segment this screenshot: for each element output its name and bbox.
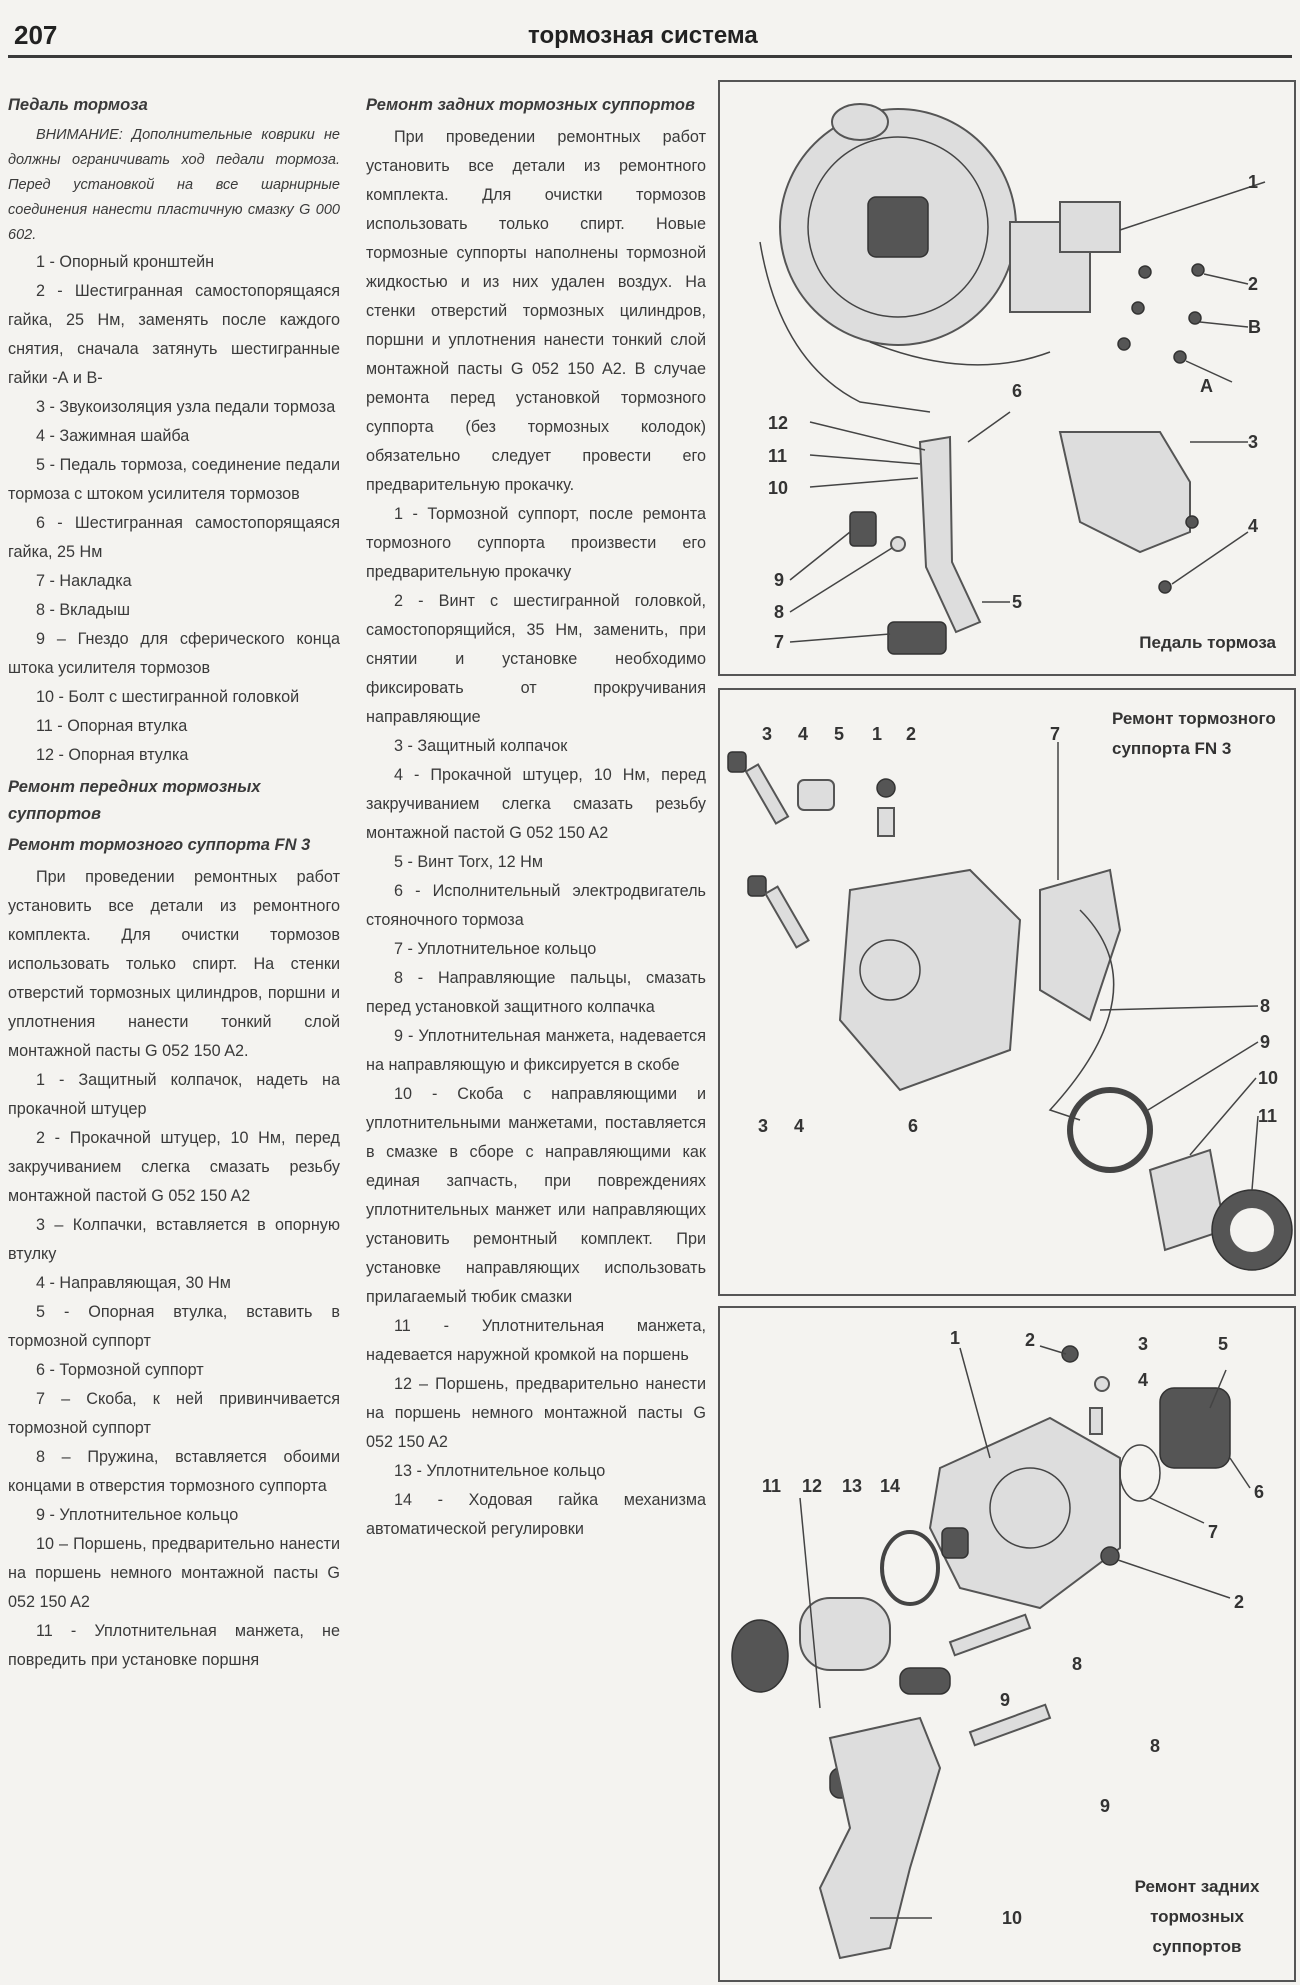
- callout-label: 9: [1260, 1032, 1271, 1052]
- callout-label: 10: [1258, 1068, 1279, 1088]
- callout-label: 3: [758, 1116, 769, 1136]
- leader-line: [968, 412, 1010, 442]
- guide-pin: [746, 765, 788, 824]
- list-item: 4 - Прокачной штуцер, 10 Нм, перед закручиванием слегка смазать резьбу монтажной пастой G 052 150 A2: [366, 766, 706, 842]
- leader-line: [1148, 1042, 1258, 1110]
- list-item: 12 - Опорная втулка: [36, 746, 189, 764]
- callout-label: 9: [1100, 1796, 1111, 1816]
- list-item: 11 - Уплотнительная манжета, не повредить при установке поршня: [8, 1622, 340, 1669]
- leader-line: [1150, 1498, 1204, 1523]
- figure-caption: Педаль тормоза: [1139, 633, 1276, 652]
- list-item: 2 - Прокачной штуцер, 10 Нм, перед закручиванием слегка смазать резьбу монтажной пастой G 052 150 A2: [8, 1129, 340, 1205]
- callout-label: 3: [762, 724, 773, 744]
- bleeder: [878, 808, 894, 836]
- callout-label: 10: [768, 478, 789, 498]
- figure-rear-caliper: [718, 1306, 1296, 1982]
- callout-label: 1: [950, 1328, 961, 1348]
- callout-label: 11: [762, 1476, 782, 1496]
- rear-carrier: [820, 1718, 940, 1958]
- dust-cap: [1095, 1377, 1109, 1391]
- callout-label: 11: [1258, 1106, 1278, 1126]
- list-item: 5 - Опорная втулка, вставить в тормозной суппорт: [8, 1303, 340, 1350]
- leader-line: [810, 422, 925, 450]
- leader-line: [790, 634, 890, 642]
- parking-motor: [1160, 1388, 1230, 1468]
- list-item: 5 - Педаль тормоза, соединение педали тормоза с штоком усилителя тормозов: [8, 456, 340, 503]
- callout-label: 1: [1248, 172, 1259, 192]
- text-column-left: [8, 88, 340, 1675]
- callout-label: 8: [1150, 1736, 1161, 1756]
- list-item: 1 - Опорный кронштейн: [36, 253, 215, 271]
- callout-label: 8: [774, 602, 785, 622]
- brake-pedal-arm: [920, 437, 980, 632]
- callout-label: A: [1200, 376, 1213, 396]
- list-item: 13 - Уплотнительное кольцо: [394, 1462, 606, 1480]
- o-ring: [1120, 1445, 1160, 1501]
- callout-label: 3: [1248, 432, 1259, 452]
- callout-label: 11: [768, 446, 788, 466]
- support-sleeve: [798, 780, 834, 810]
- callout-label: 9: [1000, 1690, 1011, 1710]
- list-item: 3 – Колпачки, вставляется в опорную втулку: [8, 1216, 340, 1263]
- nut: [1174, 351, 1186, 363]
- heading-rear-calipers: Ремонт задних тормозных суппортов: [366, 96, 695, 114]
- callout-label: 9: [774, 570, 785, 590]
- list-item: 3 - Звукоизоляция узла педали тормоза: [36, 398, 336, 416]
- callout-label: 3: [1138, 1334, 1149, 1354]
- clamp-washer: [1186, 516, 1198, 528]
- figure-brake-pedal: [718, 80, 1296, 676]
- callout-label: 12: [768, 413, 789, 433]
- list-item: 12 – Поршень, предварительно нанести на поршень немного монтажной пасты G 052 150 A2: [366, 1375, 706, 1451]
- callout-label: 4: [1248, 516, 1259, 536]
- callout-label: 5: [1218, 1334, 1229, 1354]
- leader-line: [1172, 532, 1248, 584]
- list-item: 2 - Винт с шестигранной головкой, самостопорящийся, 35 Нм, заменить, при снятии и установке необходимо фиксировать от прокручивания направляющие: [366, 592, 706, 726]
- list-item: 6 - Тормозной суппорт: [36, 1361, 204, 1379]
- callout-label: 4: [794, 1116, 805, 1136]
- list-item: 8 – Пружина, вставляется обоими концами в отверстия тормозного суппорта: [8, 1448, 340, 1495]
- callout-label: 13: [842, 1476, 863, 1496]
- leader-line: [1120, 182, 1265, 230]
- list-item: 10 - Скоба с направляющими и уплотнительными манжетами, поставляется в смазке в сборе с направляющими как единая запчасть, при повреждениях уплотнительных манжет или направляющих установить ремонтный комплект. При установке направляющих использовать прилагаемый тюбик смазки: [366, 1085, 706, 1306]
- figure-fn3-caliper: [718, 688, 1296, 1296]
- callout-label: 7: [1208, 1522, 1219, 1542]
- leader-line: [960, 1348, 990, 1458]
- pedal-parts-list: [8, 248, 340, 770]
- cap: [728, 752, 746, 772]
- list-item: 8 - Вкладыш: [36, 601, 130, 619]
- list-item: 14 - Ходовая гайка механизма автоматической регулировки: [366, 1491, 706, 1538]
- attention-note: ВНИМАНИЕ: Дополнительные коврики не должны ограничивать ход педали тормоза. Перед установкой на все шарнирные соединения нанести пластичную смазку G 000 602.: [8, 127, 340, 243]
- boot-inner: [1230, 1208, 1274, 1252]
- pedal-pad: [888, 622, 946, 654]
- guide-pin: [970, 1705, 1050, 1746]
- callout-label: 1: [872, 724, 883, 744]
- callout-label: 7: [1050, 724, 1061, 744]
- rear-brake-caliper: [930, 1418, 1120, 1608]
- callout-label: 5: [1012, 592, 1023, 612]
- bolt: [1101, 1547, 1119, 1565]
- leader-line: [1200, 322, 1248, 327]
- list-item: 6 - Шестигранная самостопорящаяся гайка, 25 Нм: [8, 514, 340, 561]
- list-item: 6 - Исполнительный электродвигатель стояночного тормоза: [366, 882, 706, 929]
- callout-label: 5: [834, 724, 845, 744]
- callout-label: 8: [1260, 996, 1271, 1016]
- list-item: 8 - Направляющие пальцы, смазать перед установкой защитного колпачка: [366, 969, 706, 1016]
- callout-label: 6: [1254, 1482, 1265, 1502]
- callout-label: 6: [908, 1116, 919, 1136]
- ball-socket: [850, 512, 876, 546]
- list-item: 4 - Зажимная шайба: [36, 427, 190, 445]
- leader-line: [1190, 1078, 1256, 1155]
- figure-caption: Ремонт задних тормозных суппортов: [1134, 1877, 1260, 1956]
- guide-boot: [900, 1668, 950, 1694]
- list-item: 11 - Опорная втулка: [36, 717, 188, 735]
- adjuster-nut: [942, 1528, 968, 1558]
- dust-cap: [877, 779, 895, 797]
- clamp-washer: [1159, 581, 1171, 593]
- list-item: 10 - Болт с шестигранной головкой: [36, 688, 300, 706]
- cap: [748, 876, 766, 896]
- bracket-top: [1060, 202, 1120, 252]
- sound-insulation: [1060, 432, 1190, 552]
- heading-fn3-caliper: Ремонт тормозного суппорта FN 3: [8, 836, 311, 854]
- list-item: 7 – Скоба, к ней привинчивается тормозной суппорт: [8, 1390, 340, 1437]
- leader-line: [1230, 1458, 1250, 1488]
- page-number: 207: [14, 20, 58, 50]
- nut: [1118, 338, 1130, 350]
- rear-parts-list: [366, 500, 706, 1544]
- callout-label: 6: [1012, 381, 1023, 401]
- list-item: 3 - Защитный колпачок: [394, 737, 568, 755]
- callout-label: 2: [1248, 274, 1259, 294]
- leader-line: [1204, 274, 1248, 284]
- leader-line: [1252, 1116, 1258, 1190]
- guide-pin: [765, 887, 808, 948]
- leader-line: [810, 455, 920, 464]
- text-column-middle: [366, 88, 706, 1544]
- callout-label: 2: [906, 724, 917, 744]
- callout-label: 2: [1234, 1592, 1245, 1612]
- list-item: 10 – Поршень, предварительно нанести на поршень немного монтажной пасты G 052 150 A2: [8, 1535, 340, 1611]
- callout-label: 2: [1025, 1330, 1036, 1350]
- seal-ring: [1070, 1090, 1150, 1170]
- page-header: [8, 14, 1292, 58]
- seal: [732, 1620, 788, 1692]
- figure-caption: Ремонт тормозного суппорта FN 3: [1112, 709, 1276, 758]
- fn3-caliper-diagram: [720, 690, 1298, 1298]
- nut: [1189, 312, 1201, 324]
- callout-label: 4: [1138, 1370, 1149, 1390]
- callout-label: 4: [798, 724, 809, 744]
- list-item: 7 - Накладка: [36, 572, 132, 590]
- list-item: 9 - Уплотнительное кольцо: [36, 1506, 239, 1524]
- reservoir: [832, 104, 888, 140]
- list-item: 2 - Шестигранная самостопорящаяся гайка, 25 Нм, заменять после каждого снятия, сначала затянуть шестигранные гайки -А и В-: [8, 282, 340, 387]
- section-title: тормозная система: [528, 22, 758, 49]
- brake-caliper: [840, 870, 1020, 1090]
- list-item: 5 - Винт Torx, 12 Нм: [394, 853, 543, 871]
- list-item: 1 - Тормозной суппорт, после ремонта тормозного суппорта произвести его предварительную прокачку: [366, 505, 706, 581]
- callout-label: 12: [802, 1476, 823, 1496]
- leader-line: [790, 548, 892, 612]
- heading-front-calipers: Ремонт передних тормозных суппортов: [8, 778, 261, 823]
- leader-line: [810, 478, 918, 487]
- list-item: 9 - Уплотнительная манжета, надевается на направляющую и фиксируется в скобе: [366, 1027, 706, 1074]
- carrier: [1040, 870, 1120, 1020]
- list-item: 7 - Уплотнительное кольцо: [394, 940, 597, 958]
- fn3-intro: При проведении ремонтных работ установить все детали из ремонтного комплекта. Для очистки тормозов использовать только спирт. На стенки отверстий тормозных цилиндров, поршни и уплотнения нанести тонкий слой монтажной пасты G 052 150 A2.: [8, 868, 340, 1060]
- insert: [891, 537, 905, 551]
- leader-line: [1118, 1560, 1230, 1598]
- leader-line: [1040, 1346, 1066, 1354]
- heading-brake-pedal: Педаль тормоза: [8, 96, 148, 114]
- nut: [1132, 302, 1144, 314]
- nut: [1139, 266, 1151, 278]
- nut: [1192, 264, 1204, 276]
- callout-label: 7: [774, 632, 785, 652]
- callout-label: B: [1248, 317, 1261, 337]
- booster-rod: [868, 197, 928, 257]
- seal-ring: [882, 1532, 938, 1604]
- bleeder: [1090, 1408, 1102, 1434]
- list-item: 4 - Направляющая, 30 Нм: [36, 1274, 231, 1292]
- leader-line: [790, 532, 850, 580]
- list-item: 11 - Уплотнительная манжета, надевается наружной кромкой на поршень: [366, 1317, 706, 1364]
- callout-label: 8: [1072, 1654, 1083, 1674]
- list-item: 9 – Гнездо для сферического конца штока усилителя тормозов: [8, 630, 340, 677]
- leader-line: [1100, 1006, 1258, 1010]
- guide-pin: [950, 1615, 1030, 1656]
- fn3-parts-list: [8, 1066, 340, 1675]
- callout-label: 10: [1002, 1908, 1023, 1928]
- rear-intro: При проведении ремонтных работ установить все детали из ремонтного комплекта. Для очистки тормозов использовать только спирт. Новые тормозные суппорты наполнены тормозной жидкостью и из них удален воздух. На стенки отверстий тормозных цилиндров, поршни и уплотнения нанести тонкий слой монтажной пасты G 052 150 A2. В случае ремонта перед установкой тормозного суппорта (без тормозных колодок) обязательно следует провести его предварительную прокачку.: [366, 128, 706, 494]
- callout-label: 14: [880, 1476, 901, 1496]
- brake-pedal-diagram: [720, 82, 1298, 678]
- list-item: 1 - Защитный колпачок, надеть на прокачной штуцер: [8, 1071, 340, 1118]
